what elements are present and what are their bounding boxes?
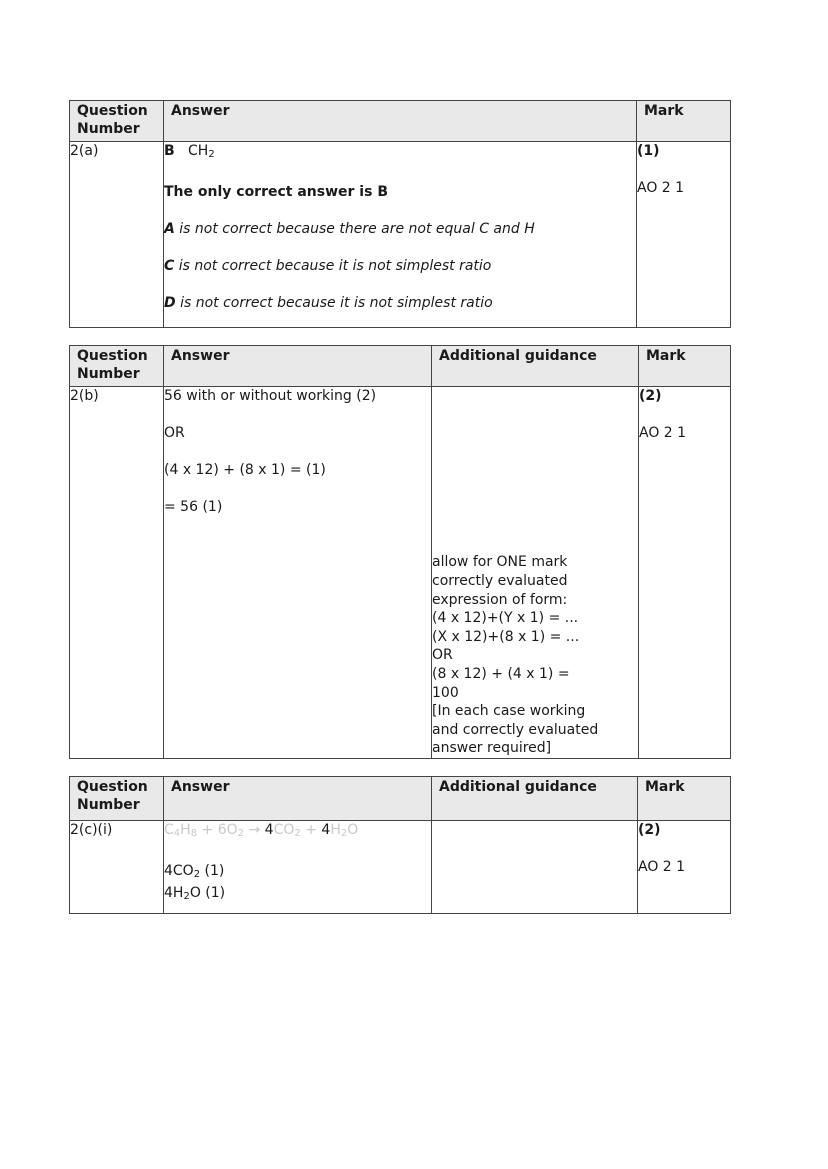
guidance-line: (8 x 12) + (4 x 1) = — [432, 666, 570, 683]
arrow-icon: → — [244, 822, 265, 838]
answer-line: (4 x 12) + (8 x 1) = (1) — [164, 462, 326, 478]
table-row — [70, 142, 731, 328]
guidance-line: (X x 12)+(8 x 1) = ... — [432, 628, 580, 645]
mark-cell — [638, 821, 731, 914]
mark-header: Mark — [639, 346, 731, 387]
answer-line: $4H_2O$ (1) — [164, 885, 226, 902]
header-row — [70, 777, 731, 821]
answer-line: OR — [164, 425, 185, 441]
reason-a: A is not correct because there are not equal C and H — [164, 221, 535, 237]
question-number: 2(a) — [70, 142, 164, 328]
answer-header: Answer — [164, 346, 432, 387]
correct-statement: The only correct answer is B — [164, 184, 388, 200]
header-row — [70, 346, 731, 387]
assessment-objective: AO 2 1 — [638, 859, 686, 875]
answer-cell — [164, 142, 637, 328]
option-letter: B — [164, 143, 175, 159]
guidance-line: answer required] — [432, 740, 552, 757]
question-number: 2(b) — [70, 387, 164, 759]
mark-value: (2) — [638, 822, 661, 838]
header-row — [70, 101, 731, 142]
guidance-line: correctly evaluated — [432, 573, 568, 590]
question-number: 2(c)(i) — [70, 821, 164, 914]
guidance-header: Additional guidance — [432, 346, 639, 387]
balanced-equation: $C_4H_8 + 6O_2 \to 4CO_2 + 4H_2O$ — [164, 822, 359, 839]
reason-c: C is not correct because it is not simplest ratio — [164, 258, 492, 274]
assessment-objective: AO 2 1 — [637, 180, 685, 196]
guidance-line: expression of form: — [432, 591, 568, 608]
formula: $CH_2$ — [188, 143, 215, 160]
guidance-line: and correctly evaluated — [432, 721, 599, 738]
reason-d: D is not correct because it is not simplest ratio — [164, 295, 493, 311]
mark-scheme-table-2a — [69, 100, 731, 328]
guidance-line: [In each case working — [432, 703, 586, 720]
guidance-text — [432, 553, 638, 758]
mark-header: Mark — [638, 777, 731, 821]
table-row — [70, 821, 731, 914]
answer-header: Answer — [164, 777, 432, 821]
answer-cell — [164, 387, 432, 759]
question-number-header: Question Number — [70, 777, 164, 821]
guidance-line: (4 x 12)+(Y x 1) = ... — [432, 610, 579, 627]
answer-header: Answer — [164, 101, 637, 142]
guidance-cell — [432, 387, 639, 759]
table-row — [70, 387, 731, 759]
mark-header: Mark — [637, 101, 731, 142]
mark-value: (2) — [639, 388, 662, 404]
answer-line: $4CO_2$ (1) — [164, 863, 225, 880]
mark-scheme-table-2ci — [69, 776, 731, 914]
answer-option — [164, 142, 636, 164]
mark-scheme-table-2b — [69, 345, 731, 759]
guidance-line: OR — [432, 647, 453, 664]
question-number-header: Question Number — [70, 346, 164, 387]
answer-cell — [164, 821, 432, 914]
guidance-line: 100 — [432, 684, 459, 701]
answer-line: = 56 (1) — [164, 499, 223, 515]
assessment-objective: AO 2 1 — [639, 425, 687, 441]
mark-cell — [637, 142, 731, 328]
question-number-header: Question Number — [70, 101, 164, 142]
mark-cell — [639, 387, 731, 759]
guidance-cell — [432, 821, 638, 914]
mark-value: (1) — [637, 143, 660, 159]
answer-line: 56 with or without working (2) — [164, 388, 377, 404]
guidance-line: allow for ONE mark — [432, 554, 568, 571]
guidance-header: Additional guidance — [432, 777, 638, 821]
